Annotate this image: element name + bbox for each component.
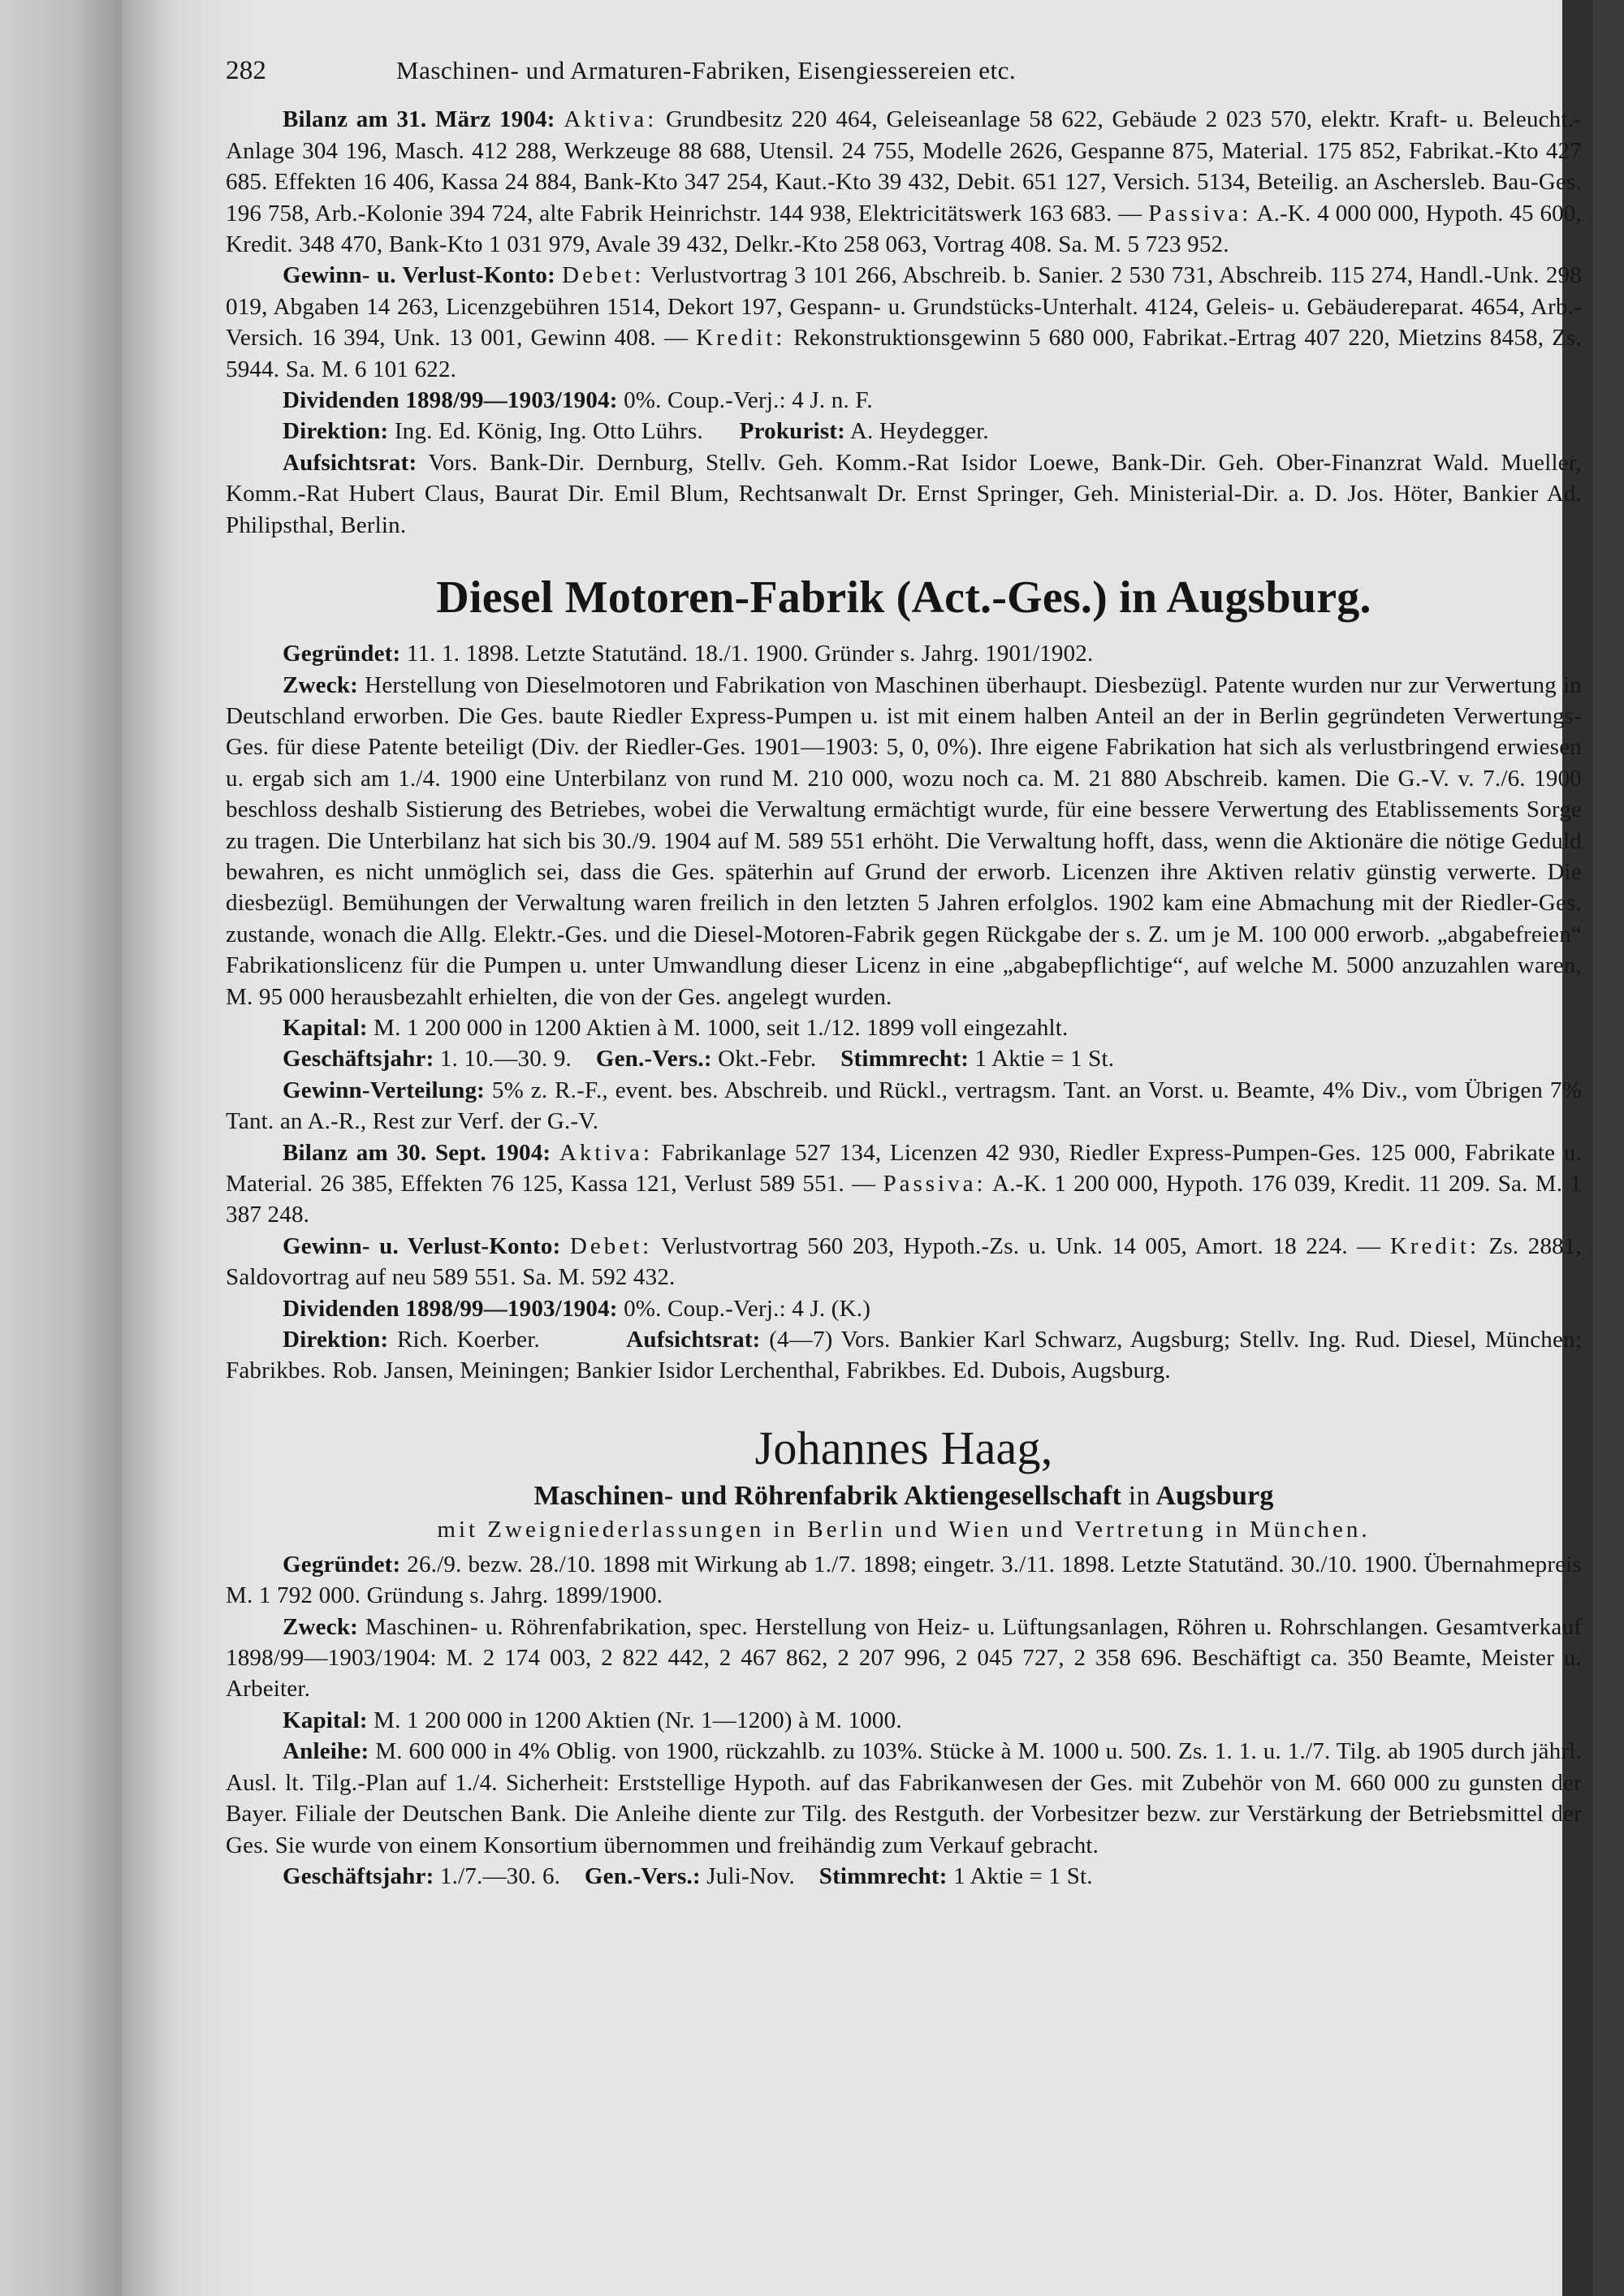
haag-company-subtitle [226,1479,1582,1513]
kredit-text: Rekonstruktionsgewinn 5 680 000, Fabrikat.-Ertrag 407 220, Mietzins 8458, Zs. 5944. Sa. M. 6 101 622. [226,325,1582,382]
page-content [226,55,1582,1892]
kredit-word: Kredit: [1389,1232,1480,1259]
anleihe-label: Anleihe: [283,1738,369,1765]
book-spine-margin [0,0,122,2296]
aktiva-word: Aktiva: [559,1139,653,1166]
diesel-geschaeftsjahr-paragraph [226,1043,1582,1074]
passiva-text: A.-K. 1 200 000, Hypoth. 176 039, Kredit. 11 209. Sa. M. 1 387 248. [226,1171,1582,1228]
debet-word: Debet: [562,262,645,289]
dividenden-label: Dividenden 1898/99—1903/1904: [283,387,618,414]
kapital-text: M. 1 200 000 in 1200 Aktien (Nr. 1—1200) à M. 1000. [374,1707,902,1733]
passiva-word: Passiva: [1148,200,1252,227]
zweck-text: Maschinen- u. Röhrenfabrikation, spec. Herstellung von Heiz- u. Lüftungsanlagen, Röhren u. Rohrschlangen. Gesamtverkauf 1898/99—1903/1904: M. 2 174 003, 2 822 442, 2 467 862, 2 207 996, 2 045 727, 2 358 696. Beschäftigt ca. 350 Beamte, Meister u. Arbeiter. [226,1613,1582,1703]
geschaeftsjahr-label: Geschäftsjahr: [283,1862,434,1889]
diesel-kapital-paragraph [226,1012,1582,1043]
dividenden-text: 0%. Coup.-Verj.: 4 J. (K.) [624,1295,871,1322]
page-number: 282 [226,56,267,85]
top-aufsichtsrat-paragraph [226,447,1582,541]
haag-branch-line: mit Zweigniederlassungen in Berlin und Wien und Vertretung in München. [437,1516,1371,1543]
diesel-dividenden-paragraph [226,1293,1582,1324]
gewinn-verteilung-text: 5% z. R.-F., event. bes. Abschreib. und Rückl., vertragsm. Tant. an Vorst. u. Beamte, 4% Div., vom Übrigen 7% Tant. an A.-R., Rest zur Verf. der G.-V. [226,1077,1582,1135]
diesel-direktion-paragraph [226,1324,1582,1387]
aufsichtsrat-text: (4—7) Vors. Bankier Karl Schwarz, Augsburg; Stellv. Ing. Rud. Diesel, München; Fabrikbes. Rob. Jansen, Meiningen; Bankier Isidor Lerchenthal, Fabrikbes. Ed. Dubois, Augsburg. [226,1327,1582,1384]
geschaeftsjahr-text: 1. 10.—30. 9. [439,1046,572,1072]
stimmrecht-text: 1 Aktie = 1 St. [974,1046,1115,1072]
top-dividenden-paragraph [226,385,1582,416]
kredit-text: Zs. 2881, Saldovortrag auf neu 589 551. Sa. M. 592 432. [226,1232,1583,1291]
stimmrecht-label: Stimmrecht: [840,1046,970,1072]
haag-geschaeftsjahr-paragraph [226,1861,1582,1892]
haag-company-title: Johannes Haag, [754,1421,1053,1474]
zweck-text: Herstellung von Dieselmotoren und Fabrikation von Maschinen überhaupt. Diesbezügl. Patente wurden nur zur Verwertung in Deutschland erworben. Die Ges. baute Riedler Express-Pumpen u. ist mit einem halben Anteil an der in Berlin gegründeten Verwertungs-Ges. für diese Patente beteiligt (Div. der Riedler-Ges. 1901—1903: 5, 0, 0%). Ihre eigene Fabrikation hat sich als verlustbringend erwiesen u. ergab sich am 1./4. 1900 eine Unterbilanz von rund M. 210 000, wozu noch ca. M. 21 880 Abschreib. kamen. Die G.-V. v. 7./6. 1900 beschloss deshalb Sistierung des Betriebes, wobei die Verwaltung ermächtigt wurde, für eine bessere Verwertung des Etablissements Sorge zu tragen. Die Unterbilanz hat sich bis 30./9. 1904 auf M. 589 551 erhöht. Die Verwaltung hofft, dass, wenn die Aktionäre die nötige Geduld bewahren, es nicht unmöglich sei, dass die Ges. späterhin auf Grund der erworb. Licenzen ihre Aktiven relativ günstig verwerte. Die diesbezügl. Bemühungen der Verwaltung waren freilich in den letzten 5 Jahren erfolglos. 1902 kam eine Abmachung mit der Riedler-Ges. zustande, wonach die Allg. Elektr.-Ges. und die Diesel-Motoren-Fabrik gegen Rückgabe der s. Z. um je M. 100 000 erworb. „abgabefreien“ Fabrikationslicenz für die Pumpen u. unter Umwandlung dieser Licenz in eine „abgabepflichtige“, auf welche M. 5000 anzuzahlen waren, M. 95 000 herausbezahlt erhielten, die von der Ges. angelegt wurden. [226,671,1582,1010]
running-head: Maschinen- und Armaturen-Fabriken, Eisengiessereien etc. [396,56,1017,84]
gegruendet-text: 11. 1. 1898. Letzte Statutänd. 18./1. 1900. Gründer s. Jahrg. 1901/1902. [406,641,1094,667]
passiva-text: A.-K. 4 000 000, Hypoth. 45 600, Kredit. 348 470, Bank-Kto 1 031 979, Avale 39 432, Delkr.-Kto 258 063, Vortrag 408. Sa. M. 5 723 952. [226,200,1583,258]
gen-vers-text: Okt.-Febr. [718,1046,817,1072]
aktiva-word: Aktiva: [564,106,658,133]
dividenden-text: 0%. Coup.-Verj.: 4 J. n. F. [624,387,873,414]
direktion-label: Direktion: [283,418,389,445]
kapital-label: Kapital: [283,1014,368,1041]
diesel-guv-paragraph [226,1231,1582,1293]
haag-subtitle-in: in [1128,1480,1151,1511]
haag-zweck-paragraph [226,1612,1582,1705]
kapital-text: M. 1 200 000 in 1200 Aktien à M. 1000, seit 1./12. 1899 voll eingezahlt. [374,1014,1069,1041]
top-direktion-paragraph [226,416,1582,447]
passiva-word: Passiva: [883,1171,987,1197]
geschaeftsjahr-text: 1./7.—30. 6. [439,1862,561,1889]
stimmrecht-text: 1 Aktie = 1 St. [953,1862,1093,1889]
dividenden-label: Dividenden 1898/99—1903/1904: [283,1295,618,1322]
debet-text: Verlustvortrag 3 101 266, Abschreib. b. Sanier. 2 530 731, Abschreib. 115 274, Handl.-Unk. 298 019, Abgaben 14 263, Licenzgebühren 1514, Dekort 197, Gespann- u. Grundstücks-Unterhalt. 4124, Geleis- u. Gebäudereparat. 4654, Arb.-Versich. 16 394, Unk. 13 001, Gewinn 408. — [226,262,1582,352]
diesel-gegruendet-paragraph [226,638,1582,669]
gegruendet-label: Gegründet: [283,641,401,667]
aufsichtsrat-label: Aufsichtsrat: [626,1327,761,1353]
gewinn-verteilung-label: Gewinn-Verteilung: [283,1077,486,1103]
direktion-text: Ing. Ed. König, Ing. Otto Lührs. [394,418,703,445]
haag-gegruendet-paragraph [226,1549,1582,1612]
gen-vers-text: Juli-Nov. [706,1862,795,1889]
guv-label: Gewinn- u. Verlust-Konto: [283,1232,561,1259]
haag-anleihe-paragraph [226,1736,1582,1861]
prokurist-label: Prokurist: [739,418,846,445]
top-guv-paragraph [226,260,1582,385]
haag-subtitle-city: Augsburg [1155,1480,1274,1511]
haag-kapital-paragraph [226,1705,1582,1736]
gen-vers-label: Gen.-Vers.: [584,1862,701,1889]
diesel-company-title: Diesel Motoren-Fabrik (Act.-Ges.) in Augsburg. [436,572,1371,624]
geschaeftsjahr-label: Geschäftsjahr: [283,1046,434,1072]
bilanz-label: Bilanz am 31. März 1904: [283,106,555,133]
zweck-label: Zweck: [283,1613,359,1640]
kapital-label: Kapital: [283,1707,368,1733]
scanned-page [122,0,1593,2296]
aktiva-text: Grundbesitz 220 464, Geleiseanlage 58 622, Gebäude 2 023 570, elektr. Kraft- u. Beleucht.-Anlage 304 196, Masch. 412 288, Werkzeuge 88 688, Utensil. 24 755, Modelle 2626, Gespanne 875, Material. 175 852, Fabrikat.-Kto 427 685. Effekten 16 406, Kassa 24 884, Bank-Kto 347 254, Kaut.-Kto 39 432, Debit. 651 127, Versich. 5134, Beteilig. an Aschersleb. Bau-Ges. 196 758, Arb.-Kolonie 394 724, alte Fabrik Heinrichstr. 144 938, Elektricitätswerk 163 683. — [226,106,1583,227]
guv-label: Gewinn- u. Verlust-Konto: [283,262,555,289]
gegruendet-label: Gegründet: [283,1551,401,1577]
aktiva-text: Fabrikanlage 527 134, Licenzen 42 930, Riedler Express-Pumpen-Ges. 125 000, Fabrikate u. Material. 26 385, Effekten 76 125, Kassa 121, Verlust 589 551. — [226,1139,1583,1197]
zweck-label: Zweck: [283,671,359,698]
diesel-gewinn-verteilung-paragraph [226,1075,1582,1137]
haag-subtitle-main: Maschinen- und Röhrenfabrik Aktiengesellschaft [533,1480,1121,1511]
direktion-text: Rich. Koerber. [397,1327,540,1353]
stimmrecht-label: Stimmrecht: [818,1862,948,1889]
anleihe-text: M. 600 000 in 4% Oblig. von 1900, rückzahlb. zu 103%. Stücke à M. 1000 u. 500. Zs. 1. 1. u. 1./7. Tilg. ab 1905 durch jährl. Ausl. lt. Tilg.-Plan auf 1./4. Sicherheit: Erststellige Hypoth. auf das Fabrikanwesen der Ges. mit Zubehör von M. 660 000 zu gunsten der Bayer. Filiale der Deutschen Bank. Die Anleihe diente zur Tilg. des Restguth. der Vorbesitzer bezw. zur Verstärkung der Betriebsmittel der Ges. Sie wurde von einem Konsortium übernommen und freihändig zum Verkauf gebracht. [226,1738,1583,1858]
kredit-word: Kredit: [696,325,786,352]
bilanz-label: Bilanz am 30. Sept. 1904: [283,1139,551,1166]
gen-vers-label: Gen.-Vers.: [595,1046,712,1072]
debet-word: Debet: [569,1232,653,1259]
top-bilanz-paragraph [226,104,1582,260]
direktion-label: Direktion: [283,1327,389,1353]
debet-text: Verlustvortrag 560 203, Hypoth.-Zs. u. Unk. 14 005, Amort. 18 224. — [661,1232,1381,1259]
diesel-zweck-paragraph [226,670,1582,1012]
gegruendet-text: 26./9. bezw. 28./10. 1898 mit Wirkung ab 1./7. 1898; eingetr. 3./11. 1898. Letzte Statutänd. 30./10. 1900. Übernahmepreis M. 1 792 000. Gründung s. Jahrg. 1899/1900. [226,1551,1582,1609]
aufsichtsrat-text: Vors. Bank-Dir. Dernburg, Stellv. Geh. Komm.-Rat Isidor Loewe, Bank-Dir. Geh. Ober-Finanzrat Wald. Mueller, Komm.-Rat Hubert Claus, Baurat Dir. Emil Blum, Rechtsanwalt Dr. Ernst Springer, Geh. Ministerial-Dir. a. D. Jos. Höter, Bankier Ad. Philipsthal, Berlin. [226,449,1582,538]
page-header [226,55,1582,86]
diesel-bilanz-paragraph [226,1137,1582,1231]
aufsichtsrat-label: Aufsichtsrat: [283,449,417,476]
prokurist-text: A. Heydegger. [849,418,989,445]
